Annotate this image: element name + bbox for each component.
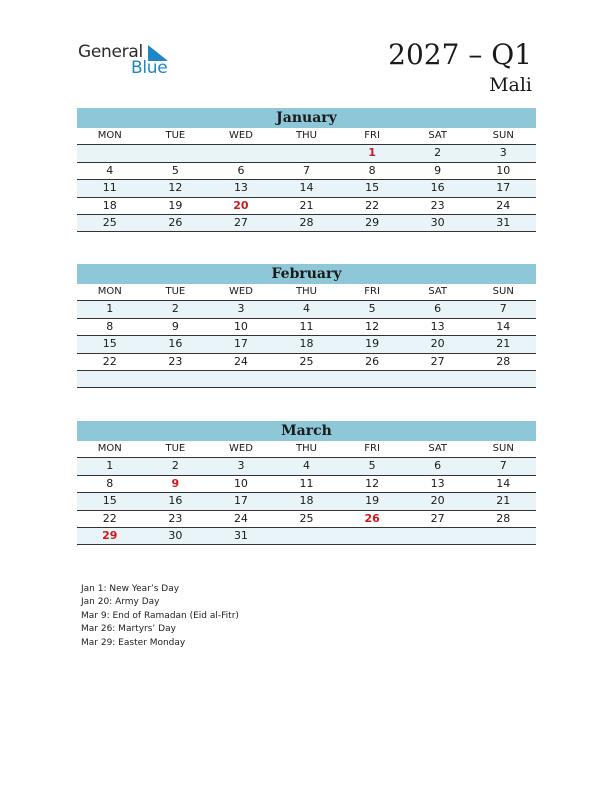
day-cell: 13 — [430, 319, 445, 333]
week-row — [77, 511, 536, 528]
day-cell: 27 — [233, 215, 248, 229]
day-cell: 17 — [233, 494, 248, 508]
day-cell: 25 — [299, 354, 314, 368]
day-cell: 11 — [299, 319, 314, 333]
day-cell: 19 — [365, 494, 380, 508]
day-cell: 22 — [365, 198, 380, 212]
day-cell — [405, 371, 471, 387]
weekday-header-row — [77, 128, 536, 145]
week-row — [77, 354, 536, 371]
weekday-label: MON — [97, 286, 122, 297]
weekday-label: SAT — [428, 443, 448, 454]
day-cell — [274, 528, 340, 544]
day-cell: 15 — [365, 181, 380, 195]
weekday-label: MON — [97, 130, 122, 141]
weekday-label: WED — [228, 130, 253, 141]
holiday-entry: Mar 26: Martyrs’ Day — [81, 624, 176, 635]
weekday-label: SUN — [492, 443, 514, 454]
day-cell: 1 — [368, 146, 376, 160]
weekday-label: THU — [296, 443, 317, 454]
day-cell: 14 — [496, 319, 511, 333]
day-cell: 18 — [299, 494, 314, 508]
day-cell — [208, 371, 274, 387]
week-row — [77, 319, 536, 336]
day-cell: 20 — [430, 494, 445, 508]
day-cell: 12 — [365, 476, 380, 490]
month-january — [77, 108, 536, 232]
week-row — [77, 215, 536, 232]
day-cell: 28 — [299, 215, 314, 229]
day-cell: 22 — [102, 511, 117, 525]
day-cell: 19 — [365, 337, 380, 351]
day-cell: 9 — [171, 476, 180, 490]
day-cell: 8 — [368, 163, 376, 177]
holiday-list — [81, 583, 239, 650]
holiday-entry: Jan 1: New Year’s Day — [81, 584, 180, 594]
day-cell: 28 — [496, 354, 511, 368]
weekday-label: TUE — [165, 286, 186, 297]
weekday-label: SUN — [492, 286, 514, 297]
day-cell: 4 — [303, 459, 311, 473]
day-cell: 7 — [499, 459, 507, 473]
week-row — [77, 493, 536, 510]
day-cell: 2 — [434, 146, 442, 160]
day-cell: 16 — [168, 337, 183, 351]
day-cell: 24 — [496, 198, 511, 212]
day-cell: 7 — [499, 302, 507, 316]
day-cell: 11 — [299, 476, 314, 490]
day-cell: 22 — [102, 354, 117, 368]
day-cell — [77, 371, 143, 387]
day-cell: 17 — [233, 337, 248, 351]
day-cell: 13 — [233, 181, 248, 195]
day-cell: 21 — [496, 494, 511, 508]
day-cell: 31 — [496, 215, 511, 229]
weekday-label: FRI — [364, 443, 380, 454]
day-cell: 23 — [430, 198, 445, 212]
day-cell: 20 — [233, 198, 249, 212]
day-cell: 15 — [102, 337, 117, 351]
day-cell: 14 — [299, 181, 314, 195]
month-header: February — [77, 264, 536, 284]
weekday-label: SAT — [428, 286, 448, 297]
weekday-label: FRI — [364, 130, 380, 141]
day-cell: 14 — [496, 476, 511, 490]
day-cell: 23 — [168, 511, 183, 525]
day-cell: 13 — [430, 476, 445, 490]
day-cell: 6 — [237, 163, 245, 177]
day-cell — [470, 528, 536, 544]
day-cell: 5 — [368, 302, 376, 316]
month-february — [77, 264, 536, 388]
day-cell: 4 — [303, 302, 311, 316]
day-cell: 12 — [365, 319, 380, 333]
week-row — [77, 476, 536, 493]
weekday-label: THU — [296, 130, 317, 141]
day-cell: 17 — [496, 181, 511, 195]
day-cell — [339, 528, 405, 544]
day-cell: 20 — [430, 337, 445, 351]
day-cell: 28 — [496, 511, 511, 525]
month-march — [77, 421, 536, 545]
week-row — [77, 301, 536, 318]
day-cell: 24 — [233, 354, 248, 368]
day-cell: 29 — [365, 215, 380, 229]
day-cell: 29 — [102, 528, 118, 542]
day-cell: 30 — [168, 528, 183, 542]
weekday-header-row — [77, 441, 536, 458]
weekday-label: SUN — [492, 130, 514, 141]
logo-blue-text: Blue — [131, 58, 168, 78]
day-cell: 1 — [106, 302, 114, 316]
day-cell: 31 — [233, 528, 248, 542]
day-cell: 18 — [102, 198, 117, 212]
day-cell — [208, 145, 274, 161]
day-cell: 8 — [106, 319, 114, 333]
day-cell: 19 — [168, 198, 183, 212]
day-cell: 26 — [365, 354, 380, 368]
day-cell: 8 — [106, 476, 114, 490]
weekday-label: MON — [97, 443, 122, 454]
weekday-label: TUE — [165, 443, 186, 454]
week-row — [77, 163, 536, 180]
holiday-entry: Mar 29: Easter Monday — [81, 637, 186, 648]
week-row — [77, 371, 536, 388]
country-name: Mali — [489, 74, 532, 96]
day-cell: 5 — [171, 163, 179, 177]
day-cell: 25 — [299, 511, 314, 525]
day-cell: 2 — [171, 302, 179, 316]
day-cell — [470, 371, 536, 387]
day-cell — [405, 528, 471, 544]
weeks — [77, 458, 536, 545]
day-cell: 6 — [434, 302, 442, 316]
holiday-entry: Mar 9: End of Ramadan (Eid al-Fitr) — [81, 610, 239, 621]
day-cell: 16 — [168, 494, 183, 508]
week-row — [77, 198, 536, 215]
page-title: 2027 – Q1 — [388, 38, 532, 71]
day-cell: 26 — [364, 511, 380, 525]
day-cell: 10 — [496, 163, 511, 177]
day-cell: 16 — [430, 181, 445, 195]
day-cell — [274, 145, 340, 161]
day-cell: 12 — [168, 181, 183, 195]
day-cell: 24 — [233, 511, 248, 525]
day-cell: 18 — [299, 337, 314, 351]
weekday-label: SAT — [428, 130, 448, 141]
weekday-label: THU — [296, 286, 317, 297]
week-row — [77, 180, 536, 197]
day-cell: 1 — [106, 459, 114, 473]
day-cell: 9 — [171, 319, 179, 333]
month-header: January — [77, 108, 536, 128]
day-cell: 15 — [102, 494, 117, 508]
day-cell — [77, 145, 143, 161]
day-cell: 21 — [299, 198, 314, 212]
day-cell — [143, 145, 209, 161]
day-cell: 3 — [237, 302, 245, 316]
holiday-entry: Jan 20: Army Day — [81, 597, 160, 608]
weekday-label: WED — [228, 443, 253, 454]
month-header: March — [77, 421, 536, 441]
weekday-label: FRI — [364, 286, 380, 297]
day-cell: 27 — [430, 354, 445, 368]
day-cell: 26 — [168, 215, 183, 229]
day-cell: 3 — [237, 459, 245, 473]
week-row — [77, 145, 536, 162]
weekday-label: TUE — [165, 130, 186, 141]
week-row — [77, 458, 536, 475]
day-cell: 3 — [499, 146, 507, 160]
day-cell: 30 — [430, 215, 445, 229]
day-cell: 23 — [168, 354, 183, 368]
logo-general-text: General — [78, 42, 143, 62]
day-cell: 11 — [102, 181, 117, 195]
day-cell — [143, 371, 209, 387]
day-cell: 2 — [171, 459, 179, 473]
day-cell: 6 — [434, 459, 442, 473]
week-row — [77, 336, 536, 353]
week-row — [77, 528, 536, 545]
day-cell: 25 — [102, 215, 117, 229]
day-cell — [339, 371, 405, 387]
day-cell: 27 — [430, 511, 445, 525]
logo — [78, 42, 188, 82]
weekday-header-row — [77, 284, 536, 301]
day-cell: 9 — [434, 163, 442, 177]
day-cell: 10 — [233, 319, 248, 333]
day-cell: 10 — [233, 476, 248, 490]
weekday-label: WED — [228, 286, 253, 297]
weeks — [77, 301, 536, 388]
day-cell: 21 — [496, 337, 511, 351]
weeks — [77, 145, 536, 232]
day-cell — [274, 371, 340, 387]
day-cell: 5 — [368, 459, 376, 473]
day-cell: 4 — [106, 163, 114, 177]
day-cell: 7 — [303, 163, 311, 177]
